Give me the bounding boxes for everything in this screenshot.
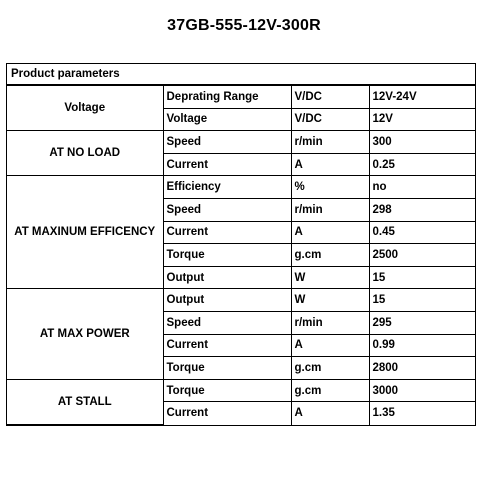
parameter-cell: Speed	[163, 131, 291, 154]
value-cell: 0.99	[369, 334, 475, 357]
parameter-cell: Speed	[163, 311, 291, 334]
parameter-cell: Torque	[163, 379, 291, 402]
unit-cell: g.cm	[291, 379, 369, 402]
unit-cell: g.cm	[291, 357, 369, 380]
table-row	[7, 176, 475, 199]
parameter-cell: Current	[163, 221, 291, 244]
value-cell: 0.45	[369, 221, 475, 244]
parameter-cell: Torque	[163, 244, 291, 267]
value-cell: 2500	[369, 244, 475, 267]
parameter-cell: Torque	[163, 357, 291, 380]
value-cell: 2800	[369, 357, 475, 380]
unit-cell: V/DC	[291, 86, 369, 109]
group-label: AT NO LOAD	[7, 131, 163, 176]
group-label: AT STALL	[7, 379, 163, 424]
value-cell: 12V	[369, 108, 475, 131]
unit-cell: A	[291, 402, 369, 425]
value-cell: 295	[369, 311, 475, 334]
parameters-table-body	[7, 86, 475, 425]
unit-cell: A	[291, 221, 369, 244]
parameter-cell: Current	[163, 402, 291, 425]
table-row	[7, 379, 475, 402]
page-title: 37GB-555-12V-300R	[167, 17, 321, 34]
parameter-cell: Current	[163, 334, 291, 357]
unit-cell: W	[291, 289, 369, 312]
group-label: AT MAX POWER	[7, 289, 163, 379]
parameter-cell: Current	[163, 153, 291, 176]
unit-cell: W	[291, 266, 369, 289]
table-header: Product parameters	[11, 68, 120, 80]
unit-cell: r/min	[291, 131, 369, 154]
table-row	[7, 86, 475, 109]
value-cell: 1.35	[369, 402, 475, 425]
parameter-cell: Efficiency	[163, 176, 291, 199]
parameter-cell: Speed	[163, 198, 291, 221]
unit-cell: %	[291, 176, 369, 199]
group-label: AT MAXINUM EFFICENCY	[7, 176, 163, 289]
value-cell: 15	[369, 289, 475, 312]
value-cell: 298	[369, 198, 475, 221]
parameter-cell: Output	[163, 289, 291, 312]
unit-cell: r/min	[291, 311, 369, 334]
unit-cell: r/min	[291, 198, 369, 221]
table-row	[7, 131, 475, 154]
value-cell: 12V-24V	[369, 86, 475, 109]
table-row	[7, 289, 475, 312]
parameters-table	[7, 85, 475, 425]
unit-cell: g.cm	[291, 244, 369, 267]
unit-cell: V/DC	[291, 108, 369, 131]
parameter-cell: Voltage	[163, 108, 291, 131]
value-cell: 15	[369, 266, 475, 289]
value-cell: no	[369, 176, 475, 199]
parameter-cell: Output	[163, 266, 291, 289]
value-cell: 3000	[369, 379, 475, 402]
unit-cell: A	[291, 334, 369, 357]
parameter-cell: Deprating Range	[163, 86, 291, 109]
value-cell: 0.25	[369, 153, 475, 176]
group-label: Voltage	[7, 86, 163, 131]
unit-cell: A	[291, 153, 369, 176]
value-cell: 300	[369, 131, 475, 154]
